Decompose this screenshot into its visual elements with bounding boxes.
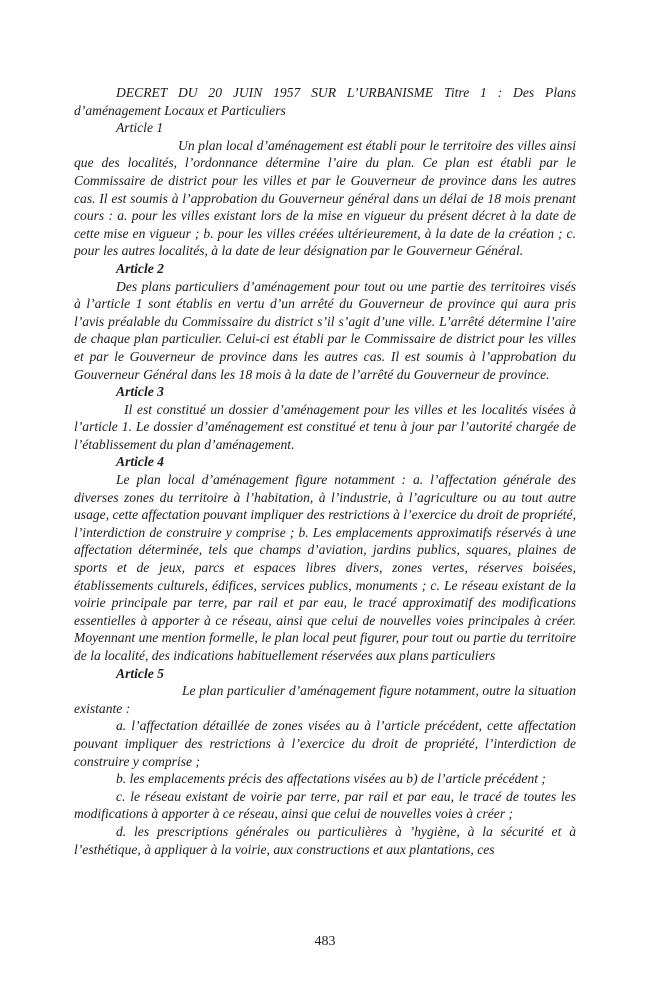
decree-title: DECRET DU 20 JUIN 1957 SUR L’URBANISME Titre 1 : Des Plans d’aménagement Locaux et Particuliers <box>74 85 576 118</box>
article-1-paragraph: Un plan local d’aménagement est établi pour le territoire des villes ainsi que des localités, l’ordonnance détermine l’aire du plan. Ce plan est établi par le Commissaire de district pour les villes et par le Gouverneur de province dans les autres cas. Il est soumis à l’approbation du Gouverneur général dans un délai de 18 mois prenant cours : a. pour les villes existant lors de la mise en vigueur du présent décret à la date de cette mise en vigueur ; b. pour les villes créées ultérieurement, à la date de la création ; c. pour les autres localités, à la date de leur désignation par le Gouverneur Général. <box>74 137 576 259</box>
article-5-item-c: c. le réseau existant de voirie par terre, par rail et par eau, le tracé de toutes les modifications à apporter à ce réseau, ainsi que celui de nouvelles voies à créer ; <box>74 788 576 822</box>
page-number: 483 <box>314 934 336 949</box>
article-5-item-b: b. les emplacements précis des affectations visées au b) de l’article précédent ; <box>116 771 546 787</box>
article-1-heading: Article 1 <box>116 120 164 136</box>
article-5-intro: Le plan particulier d’aménagement figure notamment, outre la situation existante : <box>74 683 576 716</box>
article-2-heading: Article 2 <box>116 260 164 276</box>
decree-text <box>74 84 576 858</box>
article-3-heading: Article 3 <box>116 384 164 400</box>
article-2-paragraph: Des plans particuliers d’aménagement pour tout ou une partie des territoires visés à l’article 1 sont établis en vertu d’un arrêté du Gouverneur de province qui aura pris l’avis préalable du Commissaire du district s’il s’agit d’une ville. L’arrêté détermine l’aire de chaque plan particulier. Celui-ci est établi par le Commissaire de district pour les villes et par le Gouverneur de province dans les autres cas. Il est soumis à l’approbation du Gouverneur Général dans les 18 mois à la date de l’arrêté du Gouverneur de province. <box>74 278 576 382</box>
article-5-item-d: d. les prescriptions générales ou particulières à ’hygiène, à la sécurité et à l’esthétique, à appliquer à la voirie, aux constructions et aux plantations, ces <box>74 823 576 857</box>
article-4-paragraph: Le plan local d’aménagement figure notamment : a. l’affectation générale des diverses zones du territoire à l’habitation, à l’industrie, à l’agriculture ou au tout autre usage, cette affectation pouvant impliquer des restrictions à l’exercice du droit de propriété, l’interdiction de construire y comprise ; b. Les emplacements approximatifs réservés à une affectation déterminée, tels que champs d’aviation, jardins publics, squares, plaines de sports et de jeux, parcs et espaces libres divers, zones vertes, réserves boisées, établissements culturels, édifices, services publics, monuments ; c. Le réseau existant de la voirie principale par terre, par rail et par eau, le tracé approximatif des modifications essentielles à apporter à ce réseau, ainsi que celui de nouvelles voies principales à créer. Moyennant une mention formelle, le plan local peut figurer, pour tout ou partie du territoire de la localité, des indications habituellement réservées aux plans particuliers <box>74 472 576 663</box>
article-5-heading: Article 5 <box>116 665 164 681</box>
article-3-paragraph: Il est constitué un dossier d’aménagement pour les villes et les localités visées à l’article 1. Le dossier d’aménagement est constitué et tenu à jour par l’autorité chargée de l’établissement du plan d’aménagement. <box>74 401 576 452</box>
article-4-heading: Article 4 <box>116 454 164 470</box>
article-5-item-a: a. l’affectation détaillée de zones visées au à l’article précédent, cette affectation pouvant impliquer des restrictions à l’exercice du droit de propriété, l’interdiction de construire y comprise ; <box>74 718 576 769</box>
